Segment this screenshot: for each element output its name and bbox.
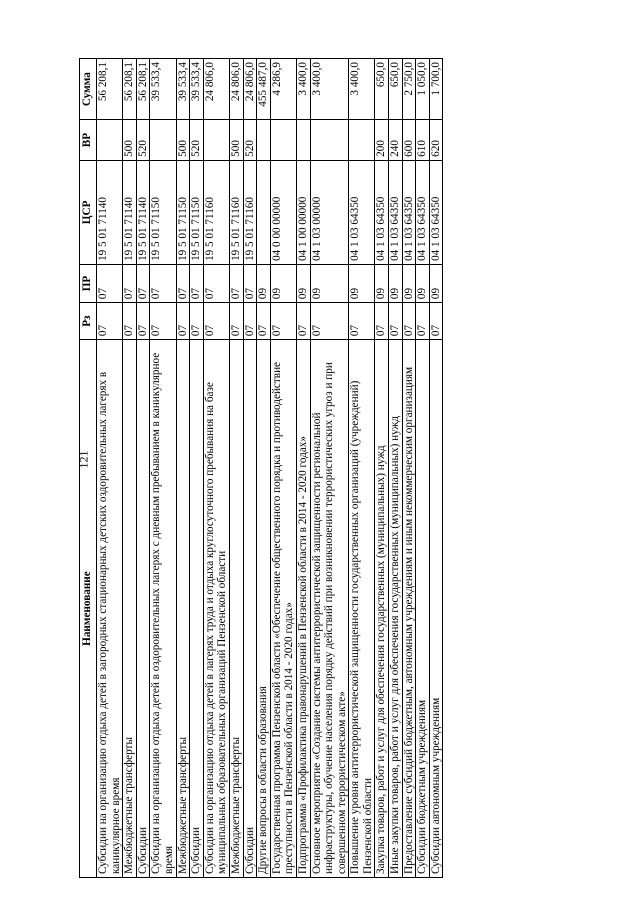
page-number: 121	[76, 450, 91, 469]
cell-pr: 09	[310, 264, 349, 302]
cell-name: Основное мероприятие «Создание системы антитеррористической защищенности региональной инфраструктуры, обучение населения порядку действий при возникновении террористических угроз и при совершенном террористическом акте»	[310, 340, 349, 878]
cell-csr: 19 5 01 71140	[136, 160, 150, 264]
cell-vr	[270, 120, 296, 160]
table-row	[310, 59, 349, 878]
cell-name: Повышение уровня антитеррористической защищенности государственных организаций (учреждений) Пензенской области	[349, 340, 375, 878]
cell-csr: 04 1 03 64350	[389, 160, 403, 264]
cell-rz: 07	[296, 303, 310, 340]
cell-csr: 19 5 01 71150	[190, 160, 204, 264]
cell-name: Субсидии бюджетным учреждениям	[416, 340, 430, 878]
cell-name: Субсидии	[190, 340, 204, 878]
cell-pr: 07	[203, 264, 229, 302]
cell-sum: 3 400,0	[310, 59, 349, 120]
cell-name: Закупка товаров, работ и услуг для обеспечения государственных (муниципальных) нужд	[375, 340, 389, 878]
rotated-page	[76, 58, 559, 878]
table-row	[123, 59, 137, 878]
cell-rz: 07	[349, 303, 375, 340]
cell-vr: 520	[190, 120, 204, 160]
cell-csr: 04 0 00 00000	[270, 160, 296, 264]
cell-name: Межбюджетные трансферты	[123, 340, 137, 878]
header-rz: Рз	[80, 303, 97, 340]
table-row	[176, 59, 190, 878]
cell-vr	[349, 120, 375, 160]
table-row	[203, 59, 229, 878]
cell-rz: 07	[176, 303, 190, 340]
cell-name: Субсидии на организацию отдыха детей в оздоровительных лагерях с дневным пребыванием в каникулярное время	[150, 340, 176, 878]
header-sum: Сумма	[80, 59, 97, 120]
header-name: Наименование	[80, 340, 97, 878]
cell-sum: 56 208,1	[123, 59, 137, 120]
table-row	[190, 59, 204, 878]
table-row	[243, 59, 257, 878]
cell-pr: 07	[190, 264, 204, 302]
table-row	[229, 59, 243, 878]
cell-csr: 19 5 01 71160	[229, 160, 243, 264]
cell-pr: 09	[389, 264, 403, 302]
cell-csr: 04 1 03 64350	[375, 160, 389, 264]
table-row	[150, 59, 176, 878]
cell-pr: 07	[243, 264, 257, 302]
cell-csr: 19 5 01 71140	[97, 160, 123, 264]
cell-pr: 09	[416, 264, 430, 302]
cell-sum: 3 400,0	[296, 59, 310, 120]
cell-rz: 07	[136, 303, 150, 340]
header-vr: ВР	[80, 120, 97, 160]
cell-rz: 07	[416, 303, 430, 340]
cell-name: Субсидии на организацию отдыха детей в загородных стационарных детских оздоровительных лагерях в каникулярное время	[97, 340, 123, 878]
cell-pr: 07	[97, 264, 123, 302]
cell-name: Субсидии	[243, 340, 257, 878]
cell-vr: 500	[123, 120, 137, 160]
cell-rz: 07	[243, 303, 257, 340]
cell-csr: 19 5 01 71140	[123, 160, 137, 264]
table-row	[296, 59, 310, 878]
cell-sum: 4 286,9	[270, 59, 296, 120]
cell-sum: 650,0	[389, 59, 403, 120]
cell-vr	[310, 120, 349, 160]
cell-pr: 07	[123, 264, 137, 302]
cell-csr	[257, 160, 271, 264]
cell-name: Государственная программа Пензенской области «Обеспечение общественного порядка и противодействие преступности в Пензенской области в 2014 - 2020 годах»	[270, 340, 296, 878]
cell-csr: 04 1 00 00000	[296, 160, 310, 264]
cell-pr: 07	[229, 264, 243, 302]
header-csr: ЦСР	[80, 160, 97, 264]
cell-vr: 520	[136, 120, 150, 160]
table-row	[257, 59, 271, 878]
cell-sum: 24 806,0	[229, 59, 243, 120]
cell-rz: 07	[190, 303, 204, 340]
budget-table	[76, 58, 443, 878]
cell-name: Субсидии автономным учреждениям	[429, 340, 443, 878]
cell-sum: 39 533,4	[190, 59, 204, 120]
cell-sum: 24 806,0	[243, 59, 257, 120]
cell-rz: 07	[229, 303, 243, 340]
cell-sum: 1 700,0	[429, 59, 443, 120]
table-row	[97, 59, 123, 878]
cell-vr: 520	[243, 120, 257, 160]
cell-sum: 56 208,1	[136, 59, 150, 120]
cell-rz: 07	[150, 303, 176, 340]
cell-sum: 39 533,4	[150, 59, 176, 120]
cell-csr: 19 5 01 71160	[243, 160, 257, 264]
table-row	[402, 59, 416, 878]
cell-name: Субсидии на организацию отдыха детей в лагерях труда и отдыха круглосуточного пребывания на базе муниципальных образовательных организаций Пензенской области	[203, 340, 229, 878]
cell-csr: 04 1 03 64350	[402, 160, 416, 264]
cell-sum: 1 050,0	[416, 59, 430, 120]
cell-rz: 07	[257, 303, 271, 340]
cell-sum: 2 750,0	[402, 59, 416, 120]
table-row	[349, 59, 375, 878]
cell-vr	[203, 120, 229, 160]
cell-csr: 04 1 03 64350	[416, 160, 430, 264]
cell-pr: 09	[296, 264, 310, 302]
cell-name: Межбюджетные трансферты	[176, 340, 190, 878]
table-header-row	[80, 59, 97, 878]
cell-rz: 07	[402, 303, 416, 340]
table-row	[429, 59, 443, 878]
cell-sum: 3 400,0	[349, 59, 375, 120]
cell-pr: 07	[150, 264, 176, 302]
cell-rz: 07	[375, 303, 389, 340]
cell-csr: 19 5 01 71150	[150, 160, 176, 264]
cell-pr: 09	[349, 264, 375, 302]
cell-name: Предоставление субсидий бюджетным, автономным учреждениям и иным некоммерческим организациям	[402, 340, 416, 878]
cell-rz: 07	[429, 303, 443, 340]
cell-rz: 07	[97, 303, 123, 340]
cell-pr: 09	[402, 264, 416, 302]
cell-pr: 07	[176, 264, 190, 302]
table-row	[270, 59, 296, 878]
cell-sum: 24 806,0	[203, 59, 229, 120]
cell-sum: 56 208,1	[97, 59, 123, 120]
cell-csr: 19 5 01 71160	[203, 160, 229, 264]
cell-vr	[97, 120, 123, 160]
cell-rz: 07	[310, 303, 349, 340]
cell-vr: 200	[375, 120, 389, 160]
cell-rz: 07	[123, 303, 137, 340]
table-body	[97, 59, 443, 878]
cell-pr: 09	[257, 264, 271, 302]
table-row	[416, 59, 430, 878]
cell-vr: 500	[176, 120, 190, 160]
cell-csr: 04 1 03 64350	[349, 160, 375, 264]
cell-name: Иные закупки товаров, работ и услуг для обеспечения государственных (муниципальных) нужд	[389, 340, 403, 878]
cell-rz: 07	[389, 303, 403, 340]
cell-pr: 09	[375, 264, 389, 302]
cell-csr: 04 1 03 00000	[310, 160, 349, 264]
cell-vr	[296, 120, 310, 160]
table-row	[389, 59, 403, 878]
cell-vr: 600	[402, 120, 416, 160]
cell-rz: 07	[270, 303, 296, 340]
cell-vr: 610	[416, 120, 430, 160]
cell-sum: 39 533,4	[176, 59, 190, 120]
cell-vr: 240	[389, 120, 403, 160]
cell-vr	[257, 120, 271, 160]
cell-name: Субсидии	[136, 340, 150, 878]
cell-csr: 19 5 01 71150	[176, 160, 190, 264]
cell-name: Другие вопросы в области образования	[257, 340, 271, 878]
cell-sum: 455 487,0	[257, 59, 271, 120]
cell-vr: 620	[429, 120, 443, 160]
cell-vr	[150, 120, 176, 160]
cell-rz: 07	[203, 303, 229, 340]
cell-pr: 09	[270, 264, 296, 302]
cell-csr: 04 1 03 64350	[429, 160, 443, 264]
cell-pr: 07	[136, 264, 150, 302]
cell-name: Подпрограмма «Профилактика правонарушений в Пензенской области в 2014 - 2020 годах»	[296, 340, 310, 878]
table-row	[136, 59, 150, 878]
table-row	[375, 59, 389, 878]
header-pr: ПР	[80, 264, 97, 302]
cell-sum: 650,0	[375, 59, 389, 120]
cell-name: Межбюджетные трансферты	[229, 340, 243, 878]
cell-pr: 09	[429, 264, 443, 302]
cell-vr: 500	[229, 120, 243, 160]
